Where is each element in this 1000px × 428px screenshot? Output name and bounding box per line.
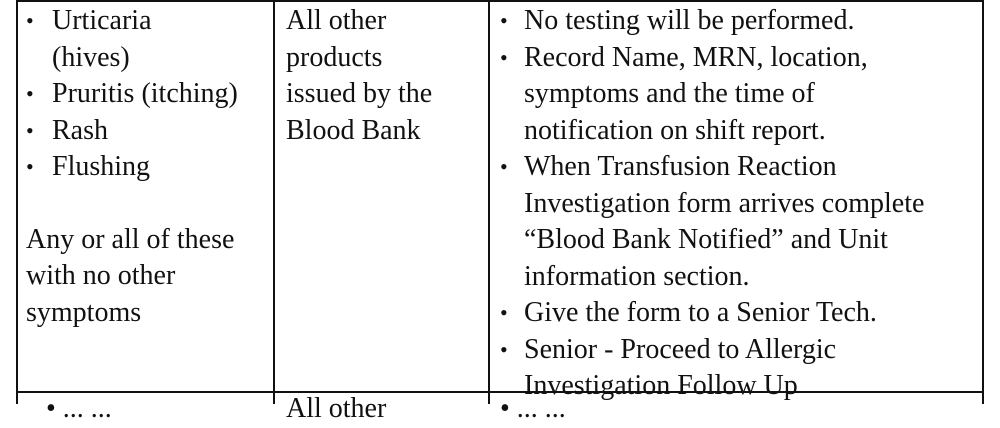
action-item <box>500 40 980 150</box>
next-row-col2 <box>286 391 476 424</box>
action-text: Investigation Follow Up <box>524 370 798 401</box>
bullet-icon: • <box>26 117 34 143</box>
action-text: notification on shift report. <box>524 114 826 146</box>
next-row-text: All other <box>286 393 387 424</box>
bullet-icon: • <box>26 81 34 106</box>
note-line: with no other <box>26 260 176 291</box>
action-item <box>500 295 980 332</box>
action-text: Investigation form arrives complete <box>524 187 925 219</box>
document-table <box>16 0 984 424</box>
action-text: Senior - Proceed to Allergic <box>524 333 837 365</box>
action-text: Record Name, MRN, location, <box>524 41 868 73</box>
symptoms-note <box>26 222 271 332</box>
symptom-item <box>26 3 271 76</box>
action-item <box>500 3 980 40</box>
products-line: issued by the <box>286 78 433 109</box>
symptoms-list <box>26 3 271 186</box>
cell-symptoms <box>26 3 271 331</box>
symptom-item <box>26 76 271 113</box>
symptom-text: Rash <box>52 114 108 146</box>
symptom-item <box>26 113 271 150</box>
next-row-text: • ... ... <box>46 393 112 424</box>
symptom-item <box>26 149 271 186</box>
symptom-text: Pruritis (itching) <box>52 78 238 109</box>
note-line: Any or all of these <box>26 223 235 255</box>
table-right-border <box>982 0 984 404</box>
cell-actions <box>500 3 980 405</box>
action-text: information section. <box>524 260 750 292</box>
bullet-icon: • <box>26 154 34 179</box>
column-divider-1 <box>273 0 275 404</box>
column-divider-2 <box>488 0 490 404</box>
bullet-icon: • <box>26 8 34 33</box>
table-top-border <box>16 0 984 2</box>
next-row-text: • ... ... <box>500 393 566 424</box>
action-text: “Blood Bank Notified” and Unit <box>524 224 888 255</box>
action-text: Give the form to a Senior Tech. <box>524 297 877 328</box>
actions-list <box>500 3 980 405</box>
products-line: All other <box>286 5 387 36</box>
symptom-text: Flushing <box>52 151 151 182</box>
next-row-col3 <box>500 391 970 424</box>
bullet-icon: • <box>500 44 508 70</box>
symptom-text: Urticaria <box>52 5 152 36</box>
action-text: When Transfusion Reaction <box>524 151 837 182</box>
bullet-icon: • <box>500 8 508 33</box>
note-line: symptoms <box>26 296 142 328</box>
products-line: Blood Bank <box>286 114 421 146</box>
products-line: products <box>286 41 383 73</box>
cell-products <box>286 3 486 149</box>
next-row-col1 <box>46 391 266 424</box>
action-text: No testing will be performed. <box>524 5 855 36</box>
bullet-icon: • <box>500 336 508 362</box>
bullet-icon: • <box>500 300 508 325</box>
table-left-border <box>16 0 18 404</box>
action-item <box>500 149 980 295</box>
bullet-icon: • <box>500 154 508 179</box>
symptom-text: (hives) <box>52 41 130 73</box>
action-text: symptoms and the time of <box>524 78 815 109</box>
